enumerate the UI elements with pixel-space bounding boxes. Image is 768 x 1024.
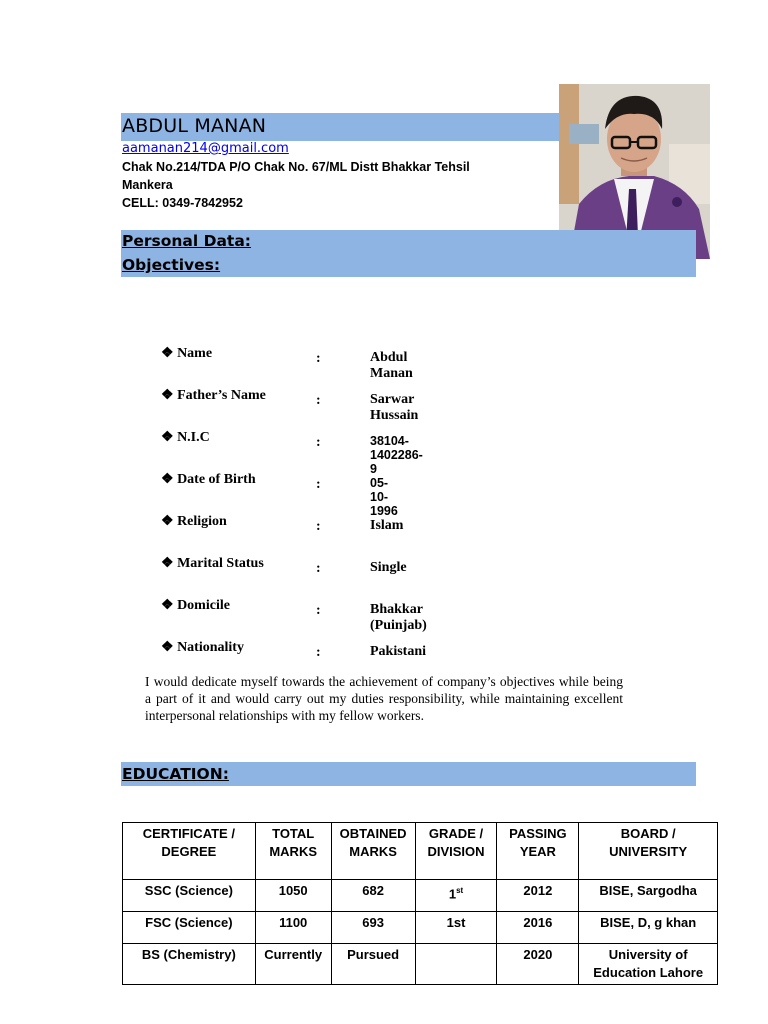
education-table bbox=[122, 822, 718, 985]
bullet-icon: ❖ bbox=[161, 430, 174, 445]
header-cell: GRADE / DIVISION bbox=[415, 823, 497, 880]
degree-cell: SSC (Science) bbox=[123, 880, 256, 912]
total-marks-cell: Currently bbox=[255, 944, 331, 985]
list-item-label: ❖ Domicile bbox=[161, 598, 230, 613]
header-cell: BOARD / UNIVERSITY bbox=[579, 823, 718, 880]
obtained-marks-cell: 693 bbox=[331, 912, 415, 944]
list-item-label: ❖ Religion bbox=[161, 514, 227, 529]
bullet-icon: ❖ bbox=[161, 514, 174, 529]
grade-cell: 1st bbox=[415, 912, 497, 944]
education-heading: EDUCATION: bbox=[122, 765, 229, 783]
table-row bbox=[123, 880, 718, 912]
bullet-icon: ❖ bbox=[161, 346, 174, 361]
obtained-marks-cell: Pursued bbox=[331, 944, 415, 985]
degree-cell: BS (Chemistry) bbox=[123, 944, 256, 985]
address-line-1: Chak No.214/TDA P/O Chak No. 67/ML Distt Bhakkar Tehsil bbox=[122, 160, 470, 174]
passing-year-cell: 2016 bbox=[497, 912, 579, 944]
list-item-colon: : bbox=[316, 351, 321, 366]
board-cell: BISE, Sargodha bbox=[579, 880, 718, 912]
list-item-colon: : bbox=[316, 435, 321, 450]
list-item-label: ❖ Name bbox=[161, 346, 213, 361]
bullet-icon: ❖ bbox=[161, 598, 174, 613]
list-item-value: Bhakkar (Puinjab) bbox=[370, 602, 427, 633]
grade-cell bbox=[415, 944, 497, 985]
applicant-name: ABDUL MANAN bbox=[122, 115, 267, 137]
list-item-colon: : bbox=[316, 393, 321, 408]
passing-year-cell: 2012 bbox=[497, 880, 579, 912]
list-item-colon: : bbox=[316, 561, 321, 576]
board-cell: University of Education Lahore bbox=[579, 944, 718, 985]
total-marks-cell: 1100 bbox=[255, 912, 331, 944]
list-item-value: 05-10-1996 bbox=[370, 476, 398, 518]
email-link[interactable]: aamanan214@gmail.com bbox=[122, 141, 289, 156]
header-cell: CERTIFICATE / DEGREE bbox=[123, 823, 256, 880]
list-item-value: Pakistani bbox=[370, 644, 427, 659]
list-item-label: ❖ Father’s Name bbox=[161, 388, 266, 403]
passing-year-cell: 2020 bbox=[497, 944, 579, 985]
grade-cell: 1st bbox=[415, 880, 497, 912]
board-cell: BISE, D, g khan bbox=[579, 912, 718, 944]
list-item-value: Abdul Manan bbox=[370, 350, 413, 381]
total-marks-cell: 1050 bbox=[255, 880, 331, 912]
obtained-marks-cell: 682 bbox=[331, 880, 415, 912]
list-item-label: ❖ Date of Birth bbox=[161, 472, 256, 487]
list-item-colon: : bbox=[316, 645, 321, 660]
header-cell: TOTAL MARKS bbox=[255, 823, 331, 880]
bullet-icon: ❖ bbox=[161, 472, 174, 487]
list-item-colon: : bbox=[316, 519, 321, 534]
header-cell: PASSING YEAR bbox=[497, 823, 579, 880]
bullet-icon: ❖ bbox=[161, 640, 174, 655]
header-cell: OBTAINED MARKS bbox=[331, 823, 415, 880]
table-row bbox=[123, 912, 718, 944]
bullet-icon: ❖ bbox=[161, 556, 174, 571]
list-item-value: Islam bbox=[370, 518, 404, 533]
list-item-label: ❖ N.I.C bbox=[161, 430, 210, 445]
list-item-value: Single bbox=[370, 560, 407, 575]
degree-cell: FSC (Science) bbox=[123, 912, 256, 944]
objective-paragraph: I would dedicate myself towards the achievement of company’s objectives while being a part of it and would carry out my duties responsibility, while maintaining excellent interpersonal relationships with my fellow workers. bbox=[145, 674, 623, 723]
list-item-colon: : bbox=[316, 603, 321, 618]
list-item-colon: : bbox=[316, 477, 321, 492]
objectives-heading: Objectives: bbox=[122, 256, 221, 274]
list-item-label: ❖ Marital Status bbox=[161, 556, 264, 571]
personal-data-heading: Personal Data: bbox=[122, 232, 251, 250]
list-item-label: ❖ Nationality bbox=[161, 640, 244, 655]
list-item-value: 38104-1402286-9 bbox=[370, 434, 423, 476]
address-line-2: Mankera bbox=[122, 178, 173, 192]
list-item-value: Sarwar Hussain bbox=[370, 392, 419, 423]
bullet-icon: ❖ bbox=[161, 388, 174, 403]
table-row bbox=[123, 944, 718, 985]
cell-number: CELL: 0349-7842952 bbox=[122, 196, 243, 210]
table-header-row bbox=[123, 823, 718, 880]
